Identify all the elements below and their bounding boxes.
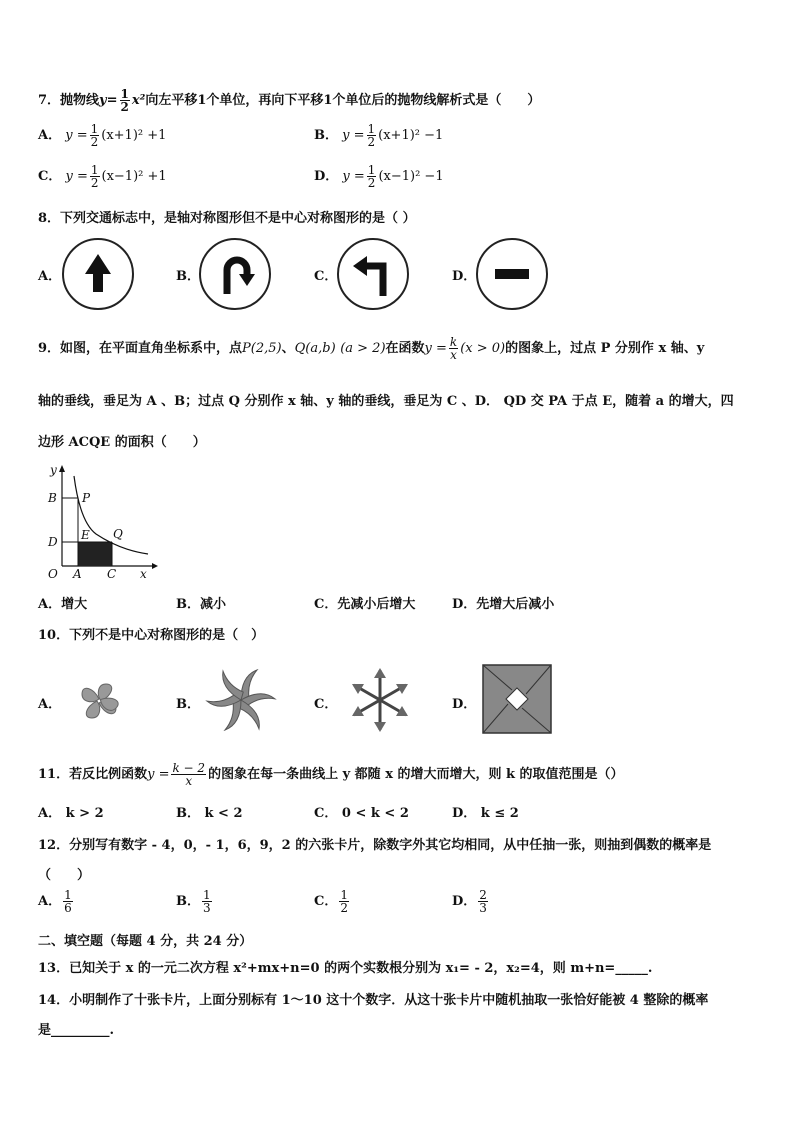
q7-stem-fraction: $\frac{1}{2}$ — [120, 87, 129, 114]
q12-option-c[interactable]: C． $\frac{1}{2}$ — [314, 888, 348, 915]
q8-letter-c[interactable]: C． — [314, 269, 338, 284]
q9-line2: 轴的垂线，垂足为 A 、B；过点 Q 分别作 x 轴、y 轴的垂线，垂足为 C 、D． QD 交 PA 于点 E，随着 a 的增大，四 — [38, 394, 734, 409]
traffic-sign-u-turn-icon[interactable] — [199, 238, 271, 310]
q11-stem: 11．若反比例函数y = $\frac{k - 2}{x}$ 的图象在每一条曲线上 y 都随 x 的增大而增大，则 k 的取值范围是（） — [38, 761, 624, 788]
q11-option-c[interactable]: C． 0 < k < 2 — [314, 806, 409, 821]
q9-coordinate-graph — [40, 462, 160, 582]
q10-stem: 10．下列不是中心对称图形的是（ ） — [38, 628, 265, 643]
q9-option-d[interactable]: D．先增大后减小 — [452, 597, 555, 612]
q9-option-a[interactable]: A．增大 — [38, 597, 88, 612]
traffic-sign-no-entry-bar-icon[interactable] — [476, 238, 548, 310]
q8-stem: 8．下列交通标志中，是轴对称图形但不是中心对称图形的是（ ） — [38, 211, 416, 226]
q11-option-a[interactable]: A． k > 2 — [38, 806, 104, 821]
q14-line1: 14．小明制作了十张卡片，上面分别标有 1～10 这十个数字．从这十张卡片中随机抽取一张恰好能被 4 整除的概率 — [38, 993, 709, 1008]
q9-label-q: Q — [113, 527, 123, 541]
q11-option-d[interactable]: D． k ≤ 2 — [452, 806, 519, 821]
q8-letter-d[interactable]: D． — [452, 269, 477, 284]
q10-heart-flower-icon[interactable] — [64, 666, 134, 736]
q7-option-b[interactable]: B． y = $\frac{1}{2}$ (x+1)² −1 — [314, 122, 444, 149]
traffic-sign-straight-arrow-icon[interactable] — [62, 238, 134, 310]
q10-letter-a[interactable]: A． — [38, 697, 62, 712]
q9-line1: 9．如图，在平面直角坐标系中，点P(2,5)、Q(a,b) (a > 2)在函数y = $\frac{k}{x}$ (x > 0)的图象上，过点 P 分别作 x 轴、y — [38, 335, 705, 362]
q9-option-c[interactable]: C．先减小后增大 — [314, 597, 416, 612]
q9-label-p: P — [82, 491, 91, 505]
q7-option-a[interactable]: A． y = $\frac{1}{2}$ (x+1)² +1 — [38, 122, 167, 149]
q12-option-d[interactable]: D． $\frac{2}{3}$ — [452, 888, 487, 915]
q9-label-o: O — [48, 567, 58, 581]
q8-letter-b[interactable]: B． — [176, 269, 200, 284]
section-2-heading: 二、填空题（每题 4 分，共 24 分） — [38, 934, 253, 949]
q9-label-b: B — [48, 491, 57, 505]
q12-line2: （ ） — [38, 868, 91, 883]
traffic-sign-left-turn-icon[interactable] — [337, 238, 409, 310]
q12-option-b[interactable]: B． $\frac{1}{3}$ — [176, 888, 211, 915]
q14-line2: 是_________. — [38, 1023, 115, 1038]
q10-pinwheel-swirl-icon[interactable] — [205, 664, 277, 736]
q10-letter-c[interactable]: C． — [314, 697, 338, 712]
q10-letter-d[interactable]: D． — [452, 697, 477, 712]
q8-letter-a[interactable]: A． — [38, 269, 62, 284]
q10-letter-b[interactable]: B． — [176, 697, 200, 712]
q11-option-b[interactable]: B． k < 2 — [176, 806, 243, 821]
q9-option-b[interactable]: B．减小 — [176, 597, 226, 612]
q9-label-e: E — [81, 528, 90, 542]
q9-shaded-rectangle-acqe — [78, 542, 112, 566]
q9-label-a: A — [73, 567, 82, 581]
q7-option-d[interactable]: D． y = $\frac{1}{2}$ (x−1)² −1 — [314, 163, 444, 190]
q9-label-d: D — [48, 535, 58, 549]
q10-square-pinwheel-icon[interactable] — [482, 664, 552, 734]
q13-text: 13．已知关于 x 的一元二次方程 x²+mx+n=0 的两个实数根分别为 x₁= - 2，x₂=4，则 m+n=_____. — [38, 961, 653, 976]
q9-label-c: C — [107, 567, 117, 581]
q9-label-x: x — [140, 567, 147, 581]
q12-option-a[interactable]: A． $\frac{1}{6}$ — [38, 888, 72, 915]
q7-stem: 7．抛物线y= $\frac{1}{2}$ x²向左平移1个单位，再向下平移1个单位后的抛物线解析式是（ ） — [38, 87, 541, 114]
q12-line1: 12．分别写有数字 - 4，0，- 1，6，9，2 的六张卡片，除数字外其它均相同，从中任抽一张，则抽到偶数的概率是 — [38, 838, 712, 853]
q9-label-y: y — [50, 463, 57, 477]
q10-snowflake-arrows-icon[interactable] — [344, 664, 416, 736]
q9-line3: 边形 ACQE 的面积（ ） — [38, 435, 206, 450]
q7-option-c[interactable]: C． y = $\frac{1}{2}$ (x−1)² +1 — [38, 163, 167, 190]
